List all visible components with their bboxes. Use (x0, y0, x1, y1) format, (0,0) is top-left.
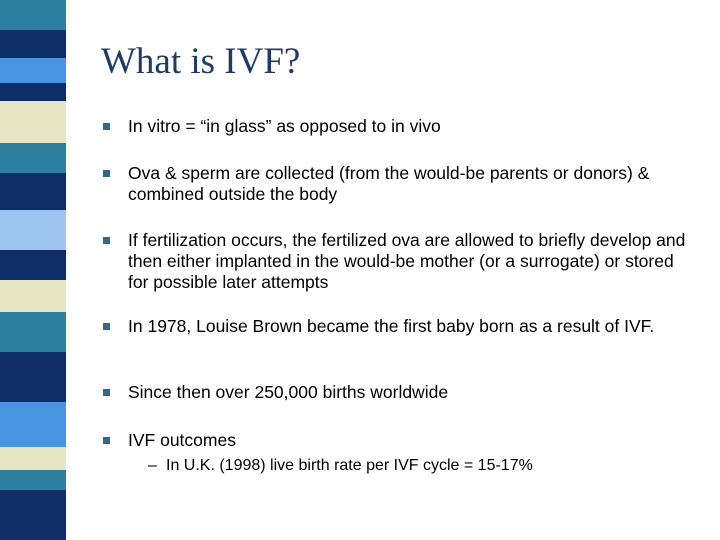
bullet-item (103, 230, 693, 293)
slide-title: What is IVF? (101, 41, 301, 82)
bullet-text: IVF outcomes (128, 430, 236, 450)
square-bullet-icon (103, 123, 110, 130)
bullet-text: In vitro = “in glass” as opposed to in vivo (128, 116, 441, 136)
bullet-text: Since then over 250,000 births worldwide (128, 382, 449, 402)
square-bullet-icon (103, 389, 110, 396)
square-bullet-icon (103, 323, 110, 330)
decorative-color-stripe (0, 0, 66, 540)
bullet-item (103, 430, 693, 451)
bullet-item (103, 116, 693, 137)
bullet-text: In 1978, Louise Brown became the first baby born as a result of IVF. (128, 316, 655, 336)
bullet-item (103, 316, 693, 337)
dash-bullet-icon: – (148, 457, 157, 474)
bullet-item (103, 382, 693, 403)
bullet-text: If fertilization occurs, the fertilized ova are allowed to briefly develop and then either implanted in the would-be mother (or a surrogate) or stored for possible later attempts (128, 230, 686, 292)
bullet-item (103, 163, 693, 205)
square-bullet-icon (103, 237, 110, 244)
square-bullet-icon (103, 437, 110, 444)
square-bullet-icon (103, 170, 110, 177)
sub-bullet-item (148, 456, 708, 476)
sub-bullet-text: In U.K. (1998) live birth rate per IVF cycle = 15-17% (166, 457, 533, 474)
bullet-text: Ova & sperm are collected (from the would-be parents or donors) & combined outside the body (128, 163, 650, 204)
